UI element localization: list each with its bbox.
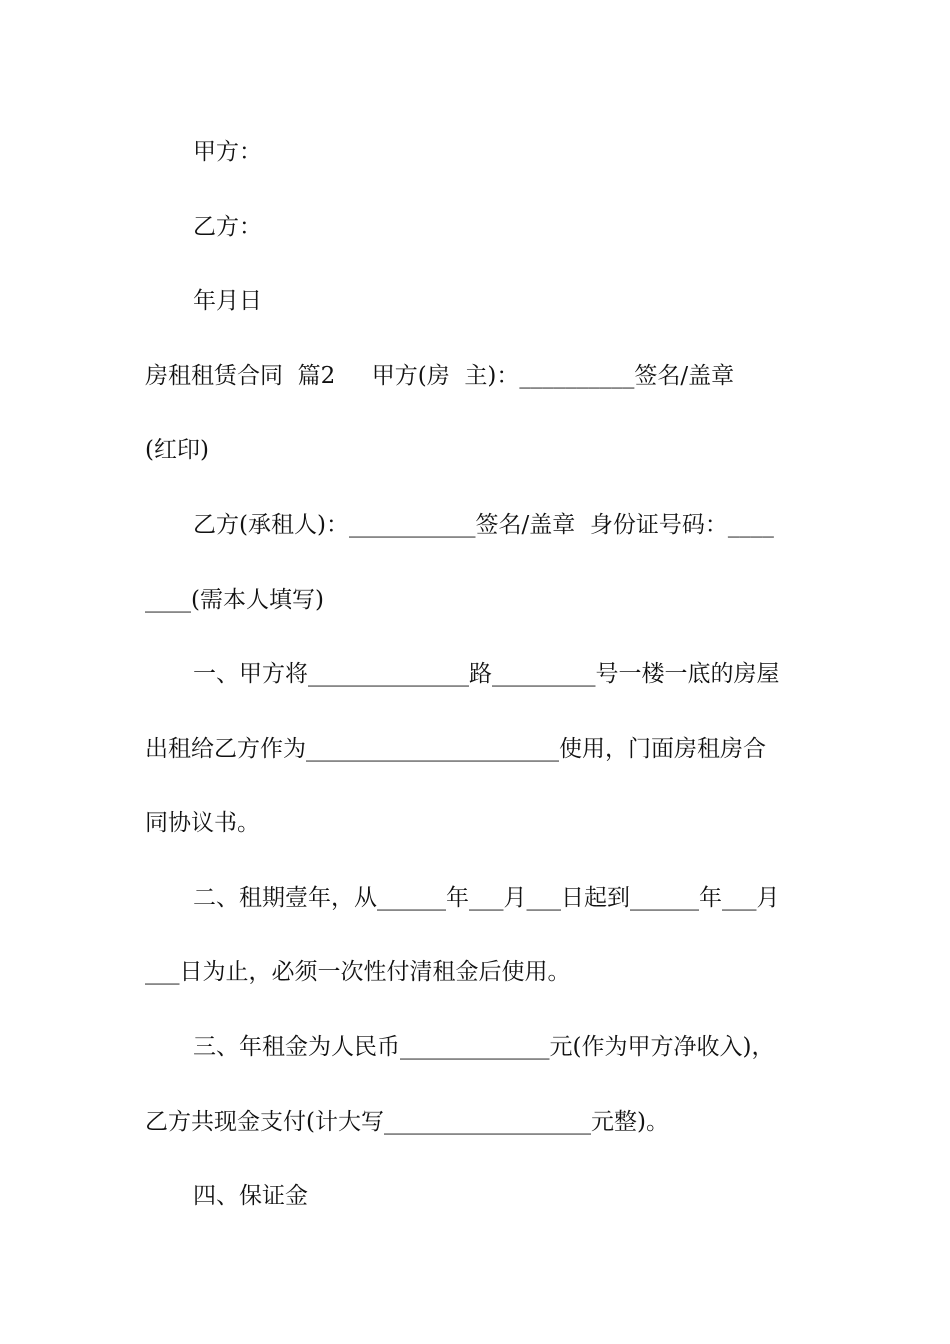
clause-3-line-2: 乙方共现金支付(计大写__________________元整)。	[145, 1109, 669, 1135]
date-label: 年月日	[193, 288, 262, 314]
clause-1-line-3: 同协议书。	[145, 810, 260, 836]
clause-3-line-1: 三、年租金为人民币_____________元(作为甲方净收入)，	[193, 1034, 775, 1060]
tenant-id-note: ____(需本人填写)	[145, 587, 324, 613]
clause-1-line-1: 一、甲方将______________路_________号一楼一底的房屋	[193, 661, 780, 687]
clause-4-heading: 四、保证金	[193, 1183, 308, 1209]
clause-2-line-2: ___日为止，必须一次性付清租金后使用。	[145, 959, 571, 985]
clause-2-line-1: 二、租期壹年，从______年___月___日起到______年___月	[193, 885, 780, 911]
red-seal-note: (红印)	[145, 437, 209, 463]
party-b-label: 乙方：	[193, 214, 262, 240]
tenant-line: 乙方(承租人)：___________签名/盖章 身份证号码：____	[193, 512, 774, 538]
clause-1-line-2: 出租给乙方作为______________________使用，门面房租房合	[145, 736, 766, 762]
contract-heading-line: 房租租赁合同 篇2 甲方(房 主)：__________签名/盖章	[145, 363, 735, 389]
party-a-label: 甲方：	[193, 139, 262, 165]
